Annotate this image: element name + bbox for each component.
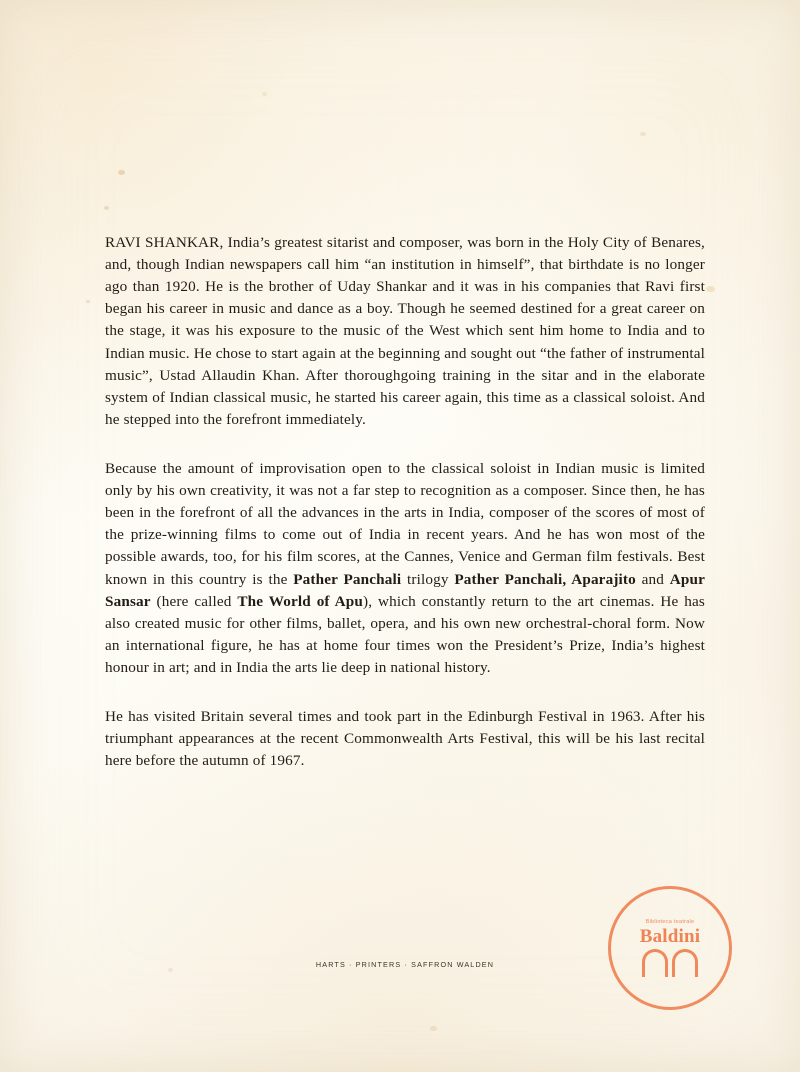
paper-speck [430,1026,437,1031]
book-left-page-icon [642,949,668,977]
book-right-page-icon [672,949,698,977]
paragraph-1: RAVI SHANKAR, India’s greatest sitarist and composer, was born in the Holy City of Benares, and, though Indian newspapers call him “an institution in himself”, that birthdate is no longer ago than 1920. He is the brother of Uday Shankar and it was in his companies that Ravi first began his career in music and dance as a boy. Though he seemed destined for a great career on the stage, it was his exposure to the music of the West which sent him home to India and to Indian music. He chose to start again at the beginning and sought out “the father of instrumental music”, Ustad Allaudin Khan. After thoroughgoing training in the sitar and in the elaborate system of Indian classical music, he started his career again, this time as a classical soloist. And he stepped into the forefront immediately. [105,234,705,428]
stamp-name-text: Baldini [639,925,701,947]
stamp-inner [608,886,732,1010]
library-stamp [608,886,732,1010]
stamp-top-text: Biblioteca teatrale [645,919,695,925]
paper-speck [118,170,125,175]
paragraph-3: He has visited Britain several times and took part in the Edinburgh Festival in 1963. After his triumphant appearances at the recent Commonwealth Arts Festival, this will be his last recital here before the autumn of 1967. [105,708,705,770]
open-book-icon [642,949,698,977]
printer-imprint: HARTS · PRINTERS · SAFFRON WALDEN [315,960,495,969]
paper-speck [262,92,267,96]
paper-speck [706,286,715,292]
paper-speck [104,206,109,210]
paper-speck [86,300,90,303]
paper-speck [640,132,646,136]
paragraph-2: Because the amount of improvisation open to the classical soloist in Indian music is limited only by his own creativity, it was not a far step to recognition as a composer. Since then, he has been in the forefront of all the advances in the arts in India, composer of the scores of most of the prize-winning films to come out of India in recent years. And he has won most of the possible awards, too, for his film scores, at the Cannes, Venice and German film festivals. Best known in this country is the Pather Panchali trilogy Pather Panchali, Aparajito and Apur Sansar (here called The World of Apu), which constantly return to the art cinemas. He has also created music for other films, ballet, opera, and his own new orchestral-choral form. Now an international figure, he has at home four times won the President’s Prize, India’s highest honour in art; and in India the arts lie deep in national history. [105,459,705,676]
